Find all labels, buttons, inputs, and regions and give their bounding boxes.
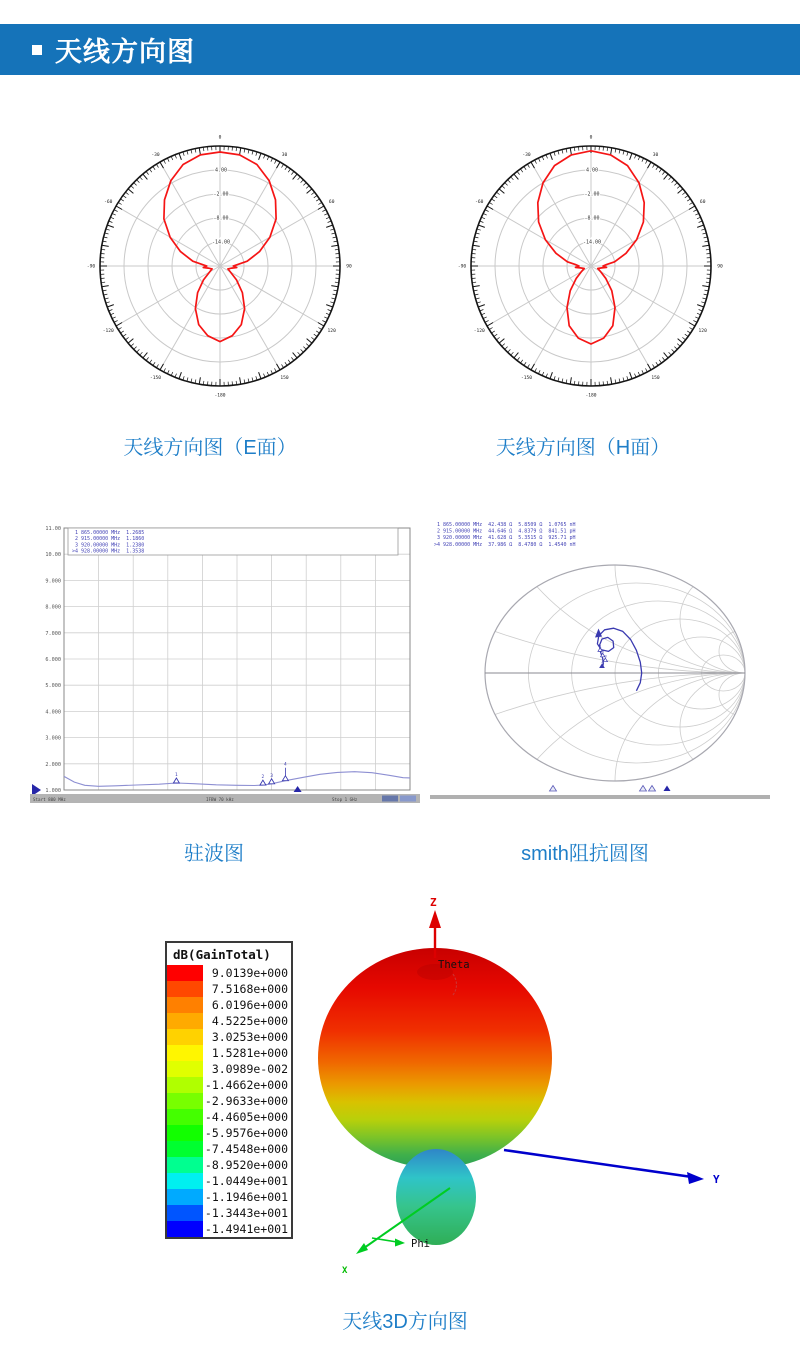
svg-text:-60: -60 [104,200,113,205]
polar-chart-e-plane [85,131,355,401]
svg-text:IFBW 70 kHz: IFBW 70 kHz [206,797,234,802]
level-value: 7.5168e+000 [211,982,288,996]
color-swatch [167,1061,203,1077]
color-swatch [167,981,203,997]
svg-text:>4 928.00000 MHz 37.986 Ω 8.: >4 928.00000 MHz 37.986 Ω 8.4780 Ω 1.4540 nH [434,541,576,548]
legend-level-row [167,1125,291,1141]
color-swatch [167,1141,203,1157]
svg-text:-90: -90 [86,264,96,270]
level-value: -4.4605e+000 [204,1110,288,1124]
y-axis-arrowhead [687,1172,704,1184]
pattern-3d-plot [300,892,740,1304]
vswr-marker-legend [68,528,398,555]
svg-text:2.000: 2.000 [45,761,61,768]
polar-ring-labels [212,168,230,246]
legend-level-row [167,1141,291,1157]
color-swatch [167,1045,203,1061]
svg-text:3.000: 3.000 [45,735,61,742]
svg-text:8.000: 8.000 [45,604,61,611]
level-value: -1.1946e+001 [204,1190,288,1204]
caption-e-plane: 天线方向图（E面） [123,437,297,459]
level-value: -5.9576e+000 [204,1126,288,1140]
svg-text:10.00: 10.00 [45,552,61,559]
color-swatch [167,1013,203,1029]
svg-text:6.000: 6.000 [45,657,61,663]
legend-level-row [167,1109,291,1125]
legend-level-row [167,1029,291,1045]
level-value: -1.0449e+001 [204,1174,288,1188]
color-swatch [167,965,203,981]
color-swatch [167,1077,203,1093]
vswr-grid [64,528,410,790]
x-axis-arrowhead [356,1243,368,1254]
svg-text:30: 30 [652,152,659,158]
level-value: 1.5281e+000 [211,1046,288,1060]
caption-smith: smith阻抗圆图 [521,843,649,865]
y-axis [504,1150,692,1177]
legend-level-row [167,1013,291,1029]
legend-level-row [167,1173,291,1189]
svg-text:3 920.00000 MHz 41.628 Ω 5.3: 3 920.00000 MHz 41.628 Ω 5.3515 Ω 925.71 pH [434,535,576,542]
svg-text:150: 150 [651,376,660,382]
svg-text:150: 150 [280,376,289,382]
level-value: -1.4941e+001 [204,1222,288,1236]
svg-text:4: 4 [601,660,604,665]
svg-text:9.000: 9.000 [45,578,61,585]
svg-text:5.000: 5.000 [45,683,61,690]
polar-chart-h-plane [456,131,726,401]
svg-text:1: 1 [175,773,178,778]
svg-text:0: 0 [218,135,222,141]
y-axis-label: Y [713,1173,720,1186]
gain-legend-title: dB(GainTotal) [173,947,271,962]
vswr-y-axis-labels [45,526,61,794]
svg-text:-180: -180 [585,393,597,399]
gain-color-legend [165,941,293,1239]
svg-text:-2.00: -2.00 [213,191,229,198]
legend-level-row [167,997,291,1013]
level-value: -7.4548e+000 [204,1142,288,1156]
svg-text:4.00: 4.00 [214,167,228,174]
svg-text:1 865.00000 MHz 42.438 Ω 5.8: 1 865.00000 MHz 42.438 Ω 5.8509 Ω 1.0765 nH [434,522,576,528]
color-swatch [167,1029,203,1045]
caption-h-plane: 天线方向图（H面） [495,437,671,459]
svg-text:2: 2 [261,775,265,781]
svg-text:-180: -180 [214,393,226,399]
svg-text:-60: -60 [475,200,484,205]
polar-grid [100,146,340,386]
svg-text:-14.00: -14.00 [582,239,602,246]
section-header-bar [0,24,800,75]
svg-text:120: 120 [327,329,336,334]
color-swatch [167,1189,203,1205]
svg-text:120: 120 [698,329,707,334]
color-swatch [167,1221,203,1237]
level-value: -8.9520e+000 [204,1158,288,1172]
bullet-square-icon [32,45,42,55]
page-title: 天线方向图 [55,37,195,67]
level-value: -2.9633e+000 [204,1094,288,1108]
svg-text:-120: -120 [102,329,114,334]
vswr-curve-markers [32,762,302,796]
vswr-footer-bar [30,794,420,803]
legend-level-row [167,1045,291,1061]
svg-text:1: 1 [599,644,602,649]
svg-text:-8.00: -8.00 [213,215,229,222]
svg-text:-8.00: -8.00 [584,215,600,222]
svg-text:1 865.00000 MHz 1.2685: 1 865.00000 MHz 1.2685 [72,530,145,536]
color-swatch [167,1157,203,1173]
svg-text:90: 90 [346,264,352,270]
trace-markers [598,644,608,667]
svg-text:90: 90 [717,264,723,270]
level-value: -1.3443e+001 [204,1206,288,1220]
svg-text:30: 30 [281,152,288,158]
svg-text:-90: -90 [457,264,467,270]
theta-label: Theta [438,959,470,971]
level-value: 9.0139e+000 [211,966,288,980]
svg-text:-150: -150 [149,376,162,382]
svg-text:2 915.00000 MHz 1.1860: 2 915.00000 MHz 1.1860 [72,536,145,543]
svg-text:-30: -30 [522,152,531,158]
svg-text:-150: -150 [520,376,533,382]
svg-text:60: 60 [328,200,335,205]
svg-text:2 915.00000 MHz 44.646 Ω 4.8: 2 915.00000 MHz 44.646 Ω 4.8379 Ω 841.51 pH [434,528,576,535]
caption-vswr: 驻波图 [184,843,244,865]
polar-grid [471,146,711,386]
smith-chart [430,513,770,805]
svg-text:60: 60 [699,200,706,205]
legend-level-row [167,1061,291,1077]
legend-level-row [167,1189,291,1205]
main-lobe-3d [318,948,552,1168]
level-value: 4.5225e+000 [211,1014,288,1028]
legend-level-row [167,965,291,981]
svg-text:3: 3 [270,773,273,779]
phi-label: Phi [411,1238,430,1250]
svg-text:-120: -120 [473,329,485,334]
svg-text:2: 2 [602,649,605,654]
color-swatch [167,1125,203,1141]
color-swatch [167,1093,203,1109]
level-value: 6.0196e+000 [211,998,288,1012]
x-axis-label: X [342,1266,348,1276]
color-swatch [167,997,203,1013]
smith-marker-legend [434,522,575,548]
legend-level-row [167,1093,291,1109]
legend-level-row [167,1077,291,1093]
caption-3d: 天线3D方向图 [342,1311,468,1333]
svg-text:11.00: 11.00 [45,526,61,532]
svg-text:4: 4 [284,762,287,768]
svg-text:-2.00: -2.00 [584,191,600,198]
svg-text:0: 0 [589,135,593,141]
polar-ring-labels [583,168,601,246]
color-swatch [167,1109,203,1125]
z-axis-label: Z [430,896,437,909]
svg-text:-30: -30 [151,152,160,158]
svg-text:3: 3 [604,654,607,659]
level-value: -1.4662e+000 [204,1078,288,1092]
legend-level-row [167,1205,291,1221]
svg-text:4.000: 4.000 [45,709,61,716]
legend-level-row [167,1221,291,1237]
svg-text:1.000: 1.000 [45,788,61,794]
svg-text:Stop 1 GHz: Stop 1 GHz [332,797,358,802]
svg-text:7.000: 7.000 [45,630,61,637]
smith-bottom-markers [430,786,770,800]
legend-level-row [167,981,291,997]
svg-text:3 920.00000 MHz 1.2380: 3 920.00000 MHz 1.2380 [72,542,145,549]
color-swatch [167,1205,203,1221]
svg-text:Start 800 MHz: Start 800 MHz [33,797,66,802]
z-axis-arrowhead [429,910,441,928]
smith-grid [430,513,770,805]
vswr-chart [30,513,420,805]
level-value: 3.0253e+000 [211,1030,288,1044]
color-swatch [167,1173,203,1189]
phi-arrowhead [395,1239,405,1247]
gain-legend-rows [167,965,291,1237]
svg-text:-14.00: -14.00 [211,239,231,246]
legend-level-row [167,1157,291,1173]
level-value: 3.0989e-002 [211,1062,288,1076]
svg-text:>4 928.00000 MHz 1.3538: >4 928.00000 MHz 1.3538 [72,548,145,555]
svg-text:4.00: 4.00 [585,167,599,174]
